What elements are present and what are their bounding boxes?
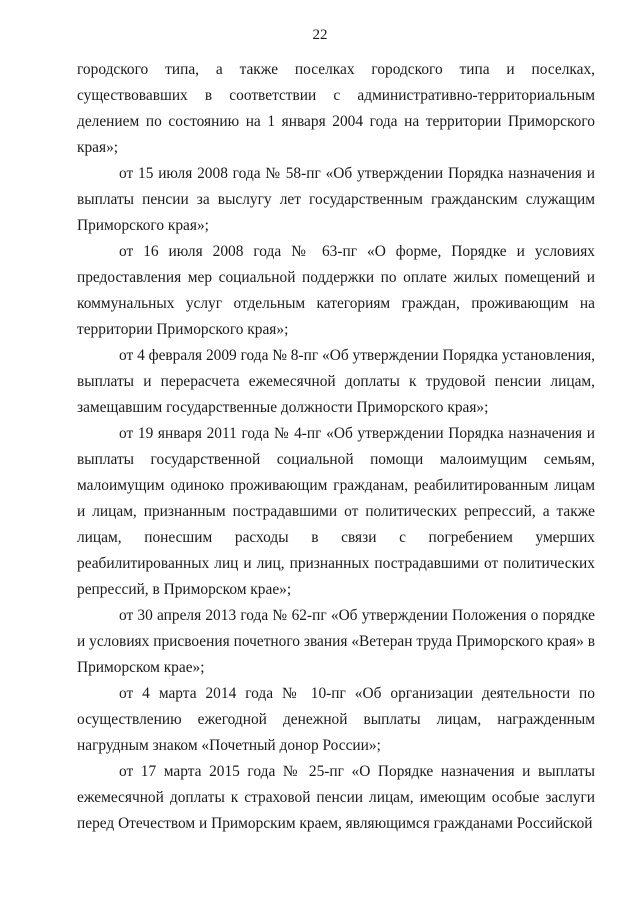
document-body <box>77 57 595 837</box>
page-number: 22 <box>312 27 328 43</box>
paragraph-decree-4: от 19 января 2011 года № 4-пг «Об утверждении Порядка назначения и выплаты государственной социальной помощи малоимущим семьям, малоимущим одиноко проживающим гражданам, реабилитированным лицам и лицам, признанным пострадавшими от политических репрессий, а также лицам, понесшим расходы в связи с погребением умерших реабилитированных лиц и лиц, признанных пострадавшими от политических репрессий, в Приморском крае»; <box>77 425 595 598</box>
paragraph-decree-25: от 17 марта 2015 года № 25-пг «О Порядке назначения и выплаты ежемесячной доплаты к страховой пенсии лицам, имеющим особые заслуги перед Отечеством и Приморским краем, являющимся гражданами Российской <box>77 763 595 832</box>
paragraph-decree-58: от 15 июля 2008 года № 58-пг «Об утверждении Порядка назначения и выплаты пенсии за выслугу лет государственным гражданским служащим Приморского края»; <box>77 165 595 234</box>
paragraph-continuation: городского типа, а также поселках городского типа и поселках, существовавших в соответствии с административно-территориальным делением по состоянию на 1 января 2004 года на территории Приморского края»; <box>77 61 595 156</box>
paragraph-decree-63: от 16 июля 2008 года № 63-пг «О форме, Порядке и условиях предоставления мер социальной поддержки по оплате жилых помещений и коммунальных услуг отдельным категориям граждан, проживающим на территории Приморского края»; <box>77 243 595 338</box>
paragraph-decree-8: от 4 февраля 2009 года № 8-пг «Об утверждении Порядка установления, выплаты и перерасчета ежемесячной доплаты к трудовой пенсии лицам, замещавшим государственные должности Приморского края»; <box>77 347 595 416</box>
paragraph-decree-62: от 30 апреля 2013 года № 62-пг «Об утверждении Положения о порядке и условиях присвоения почетного звания «Ветеран труда Приморского края» в Приморском крае»; <box>77 607 595 676</box>
paragraph-decree-10: от 4 марта 2014 года № 10-пг «Об организации деятельности по осуществлению ежегодной денежной выплаты лицам, награжденным нагрудным знаком «Почетный донор России»; <box>77 685 595 754</box>
